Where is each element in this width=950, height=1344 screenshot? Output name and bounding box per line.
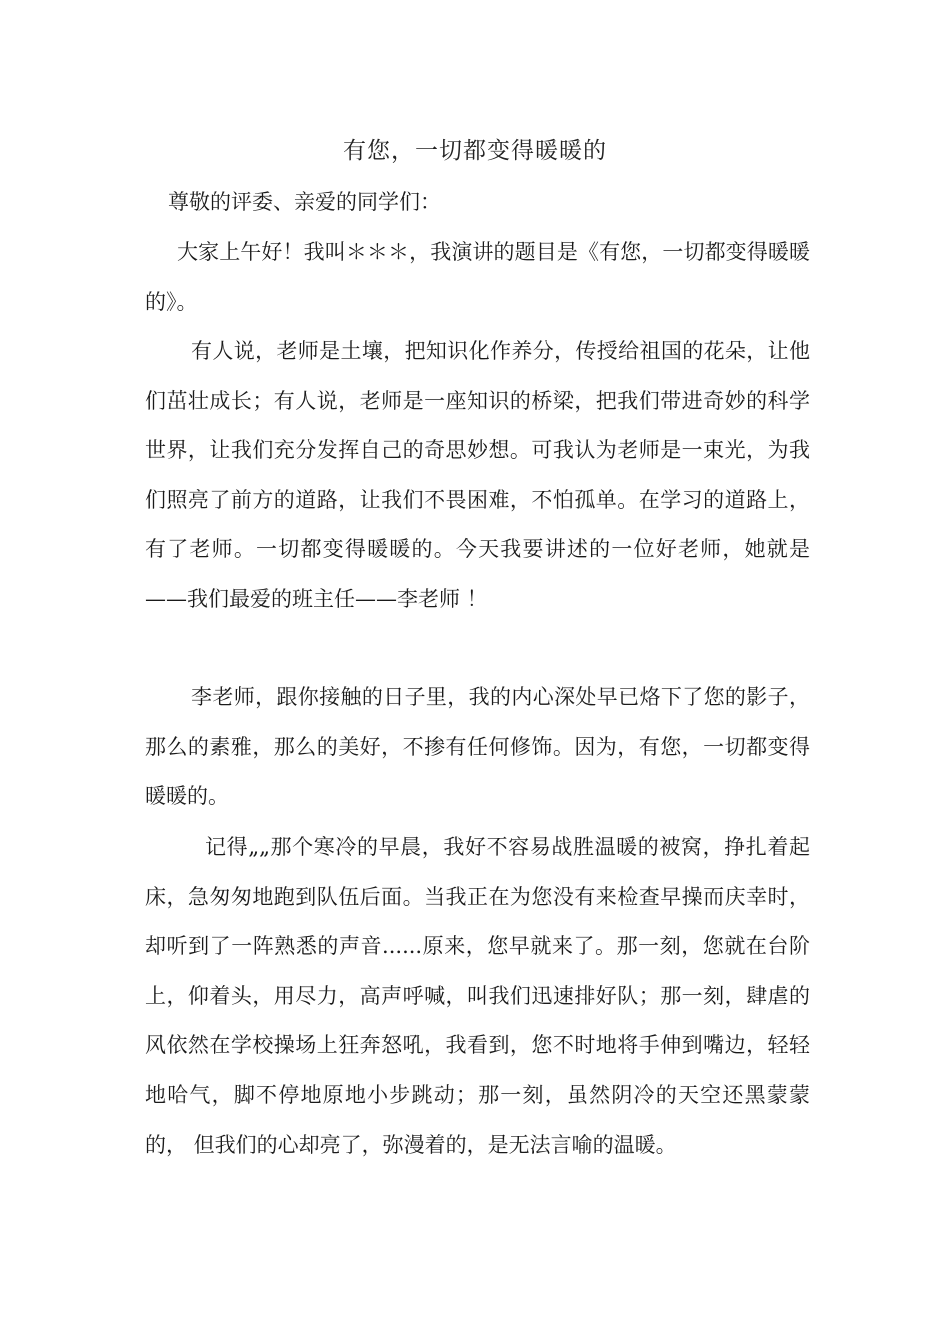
paragraph-teacher-impression: 李老师，跟你接触的日子里，我的内心深处早已烙下了您的影子，那么的素雅，那么的美好，不掺有任何修饰。因为，有您，一切都变得暖暖的。: [145, 685, 810, 809]
paragraph-cold-morning: 记得„„那个寒冷的早晨，我好不容易战胜温暖的被窝，挣扎着起床，急匆匆地跑到队伍后面。当我正在为您没有来检查早操而庆幸时，却听到了一阵熟悉的声音......原来，您早就来了。那一刻，您就在台阶上，仰着头，用尽力，高声呼喊，叫我们迅速排好队；那一刻，肆虐的风依然在学校操场上狂奔怒吼，我看到，您不时地将手伸到嘴边，轻轻地哈气，脚不停地原地小步跳动；那一刻，虽然阴冷的天空还黑蒙蒙的， 但我们的心却亮了，弥漫着的，是无法言喻的温暖。: [145, 835, 810, 1157]
document-title: 有您，一切都变得暖暖的: [343, 138, 607, 164]
greeting-line: 尊敬的评委、亲爱的同学们：: [168, 190, 441, 214]
paragraph-intro: 大家上午好！我叫＊＊＊，我演讲的题目是《有您，一切都变得暖暖的》。: [145, 240, 810, 314]
paragraph-teacher-metaphors: 有人说，老师是土壤，把知识化作养分，传授给祖国的花朵，让他们茁壮成长；有人说，老师是一座知识的桥梁，把我们带进奇妙的科学世界，让我们充分发挥自己的奇思妙想。可我认为老师是一束光，为我们照亮了前方的道路，让我们不畏困难，不怕孤单。在学习的道路上，有了老师。一切都变得暖暖的。今天我要讲述的一位好老师，她就是——我们最爱的班主任——李老师 ！: [145, 339, 810, 611]
